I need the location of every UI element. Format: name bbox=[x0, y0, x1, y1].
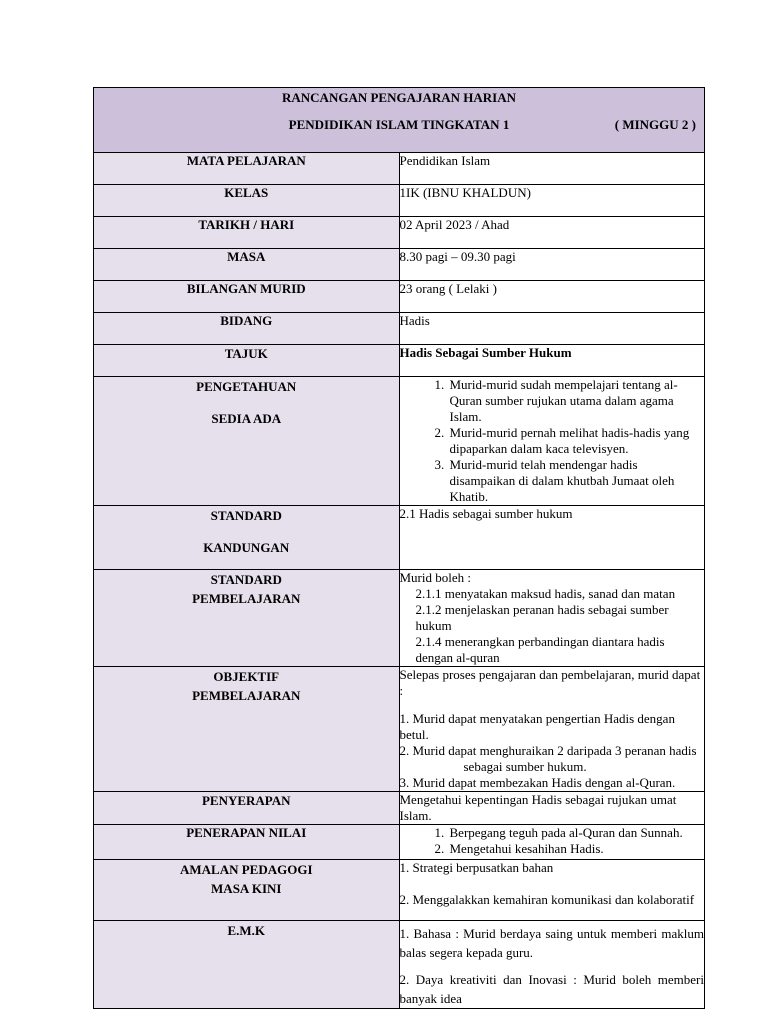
value-standard-kandungan: 2.1 Hadis sebagai sumber hukum bbox=[399, 506, 705, 570]
list-item: 3. Murid dapat membezakan Hadis dengan al-Quran. bbox=[399, 775, 676, 790]
list-item: 2. Murid dapat menghuraikan 2 daripada 3 peranan hadis bbox=[399, 743, 697, 758]
value-tajuk: Hadis Sebagai Sumber Hukum bbox=[399, 345, 705, 377]
week-label: ( MINGGU 2 ) bbox=[614, 117, 696, 132]
list-item: 2.1.1 menyatakan maksud hadis, sanad dan matan bbox=[415, 586, 676, 601]
plan-subtitle: PENDIDIKAN ISLAM TINGKATAN 1 bbox=[288, 117, 510, 132]
prior-knowledge-list bbox=[400, 377, 705, 505]
value-bilangan-murid: 23 orang ( Lelaki ) bbox=[399, 281, 705, 313]
label-penerapan-nilai: PENERAPAN NILAI bbox=[94, 825, 400, 860]
list-item: 2. Mengetahui kesahihan Hadis. bbox=[448, 841, 705, 857]
value-tarikh: 02 April 2023 / Ahad bbox=[399, 217, 705, 249]
list-item: 2.1.2 menjelaskan peranan hadis sebagai sumber hukum bbox=[415, 602, 669, 633]
label-kelas: KELAS bbox=[94, 185, 400, 217]
list-item: 1. Murid-murid sudah mempelajari tentang al-Quran sumber rujukan utama dalam agama Islam. bbox=[448, 377, 705, 425]
list-item: 3. Murid-murid telah mendengar hadis disampaikan di dalam khutbah Jumaat oleh Khatib. bbox=[448, 457, 705, 505]
value-penyerapan: Mengetahui kepentingan Hadis sebagai rujukan umat Islam. bbox=[399, 792, 705, 825]
label-penyerapan: PENYERAPAN bbox=[94, 792, 400, 825]
list-item: 1. Strategi berpusatkan bahan bbox=[399, 860, 554, 875]
label-mata-pelajaran: MATA PELAJARAN bbox=[94, 153, 400, 185]
value-penerapan-nilai bbox=[399, 825, 705, 860]
label-standard-pembelajaran: STANDARD PEMBELAJARAN bbox=[94, 570, 400, 667]
value-kelas: 1IK (IBNU KHALDUN) bbox=[399, 185, 705, 217]
value-pengetahuan-sedia-ada bbox=[399, 377, 705, 506]
value-masa: 8.30 pagi – 09.30 pagi bbox=[399, 249, 705, 281]
value-objektif-pembelajaran: Selepas proses pengajaran dan pembelajaran, murid dapat : 1. Murid dapat menyatakan pengertian Hadis dengan betul. 2. Murid dapat menghuraikan 2 daripada 3 peranan hadis sebagai sumber hukum. 3. Murid dapat membezakan Hadis dengan al-Quran. bbox=[399, 667, 705, 792]
list-item: 2.1.4 menerangkan perbandingan diantara hadis dengan al-quran bbox=[415, 634, 665, 665]
lesson-plan-table bbox=[93, 87, 705, 1009]
header-cell bbox=[94, 88, 705, 153]
label-bilangan-murid: BILANGAN MURID bbox=[94, 281, 400, 313]
label-tajuk: TAJUK bbox=[94, 345, 400, 377]
label-bidang: BIDANG bbox=[94, 313, 400, 345]
plan-title: RANCANGAN PENGAJARAN HARIAN bbox=[282, 90, 516, 105]
value-mata-pelajaran: Pendidikan Islam bbox=[399, 153, 705, 185]
label-emk: E.M.K bbox=[94, 921, 400, 1009]
list-item: 1. Bahasa : Murid berdaya saing untuk memberi maklum balas segera kepada guru. bbox=[399, 926, 704, 960]
label-pengetahuan-sedia-ada: PENGETAHUAN SEDIA ADA bbox=[94, 377, 400, 506]
label-masa: MASA bbox=[94, 249, 400, 281]
list-item: 1. Murid dapat menyatakan pengertian Hadis dengan betul. bbox=[399, 711, 675, 742]
label-tarikh: TARIKH / HARI bbox=[94, 217, 400, 249]
value-amalan-pedagogi bbox=[399, 860, 705, 921]
list-item: 2. Murid-murid pernah melihat hadis-hadis yang dipaparkan dalam kaca televisyen. bbox=[448, 425, 705, 457]
list-item: 2. Menggalakkan kemahiran komunikasi dan kolaboratif bbox=[399, 892, 695, 907]
value-standard-pembelajaran: Murid boleh : 2.1.1 menyatakan maksud hadis, sanad dan matan 2.1.2 menjelaskan peranan hadis sebagai sumber hukum 2.1.4 menerangkan perbandingan diantara hadis dengan al-quran bbox=[399, 570, 705, 667]
label-standard-kandungan: STANDARD KANDUNGAN bbox=[94, 506, 400, 570]
values-list bbox=[400, 825, 705, 857]
list-item: 2. Daya kreativiti dan Inovasi : Murid boleh memberi banyak idea bbox=[399, 972, 704, 1006]
label-objektif-pembelajaran: OBJEKTIF PEMBELAJARAN bbox=[94, 667, 400, 792]
list-item: 1. Berpegang teguh pada al-Quran dan Sunnah. bbox=[448, 825, 705, 841]
value-emk bbox=[399, 921, 705, 1009]
label-amalan-pedagogi: AMALAN PEDAGOGI MASA KINI bbox=[94, 860, 400, 921]
value-bidang: Hadis bbox=[399, 313, 705, 345]
